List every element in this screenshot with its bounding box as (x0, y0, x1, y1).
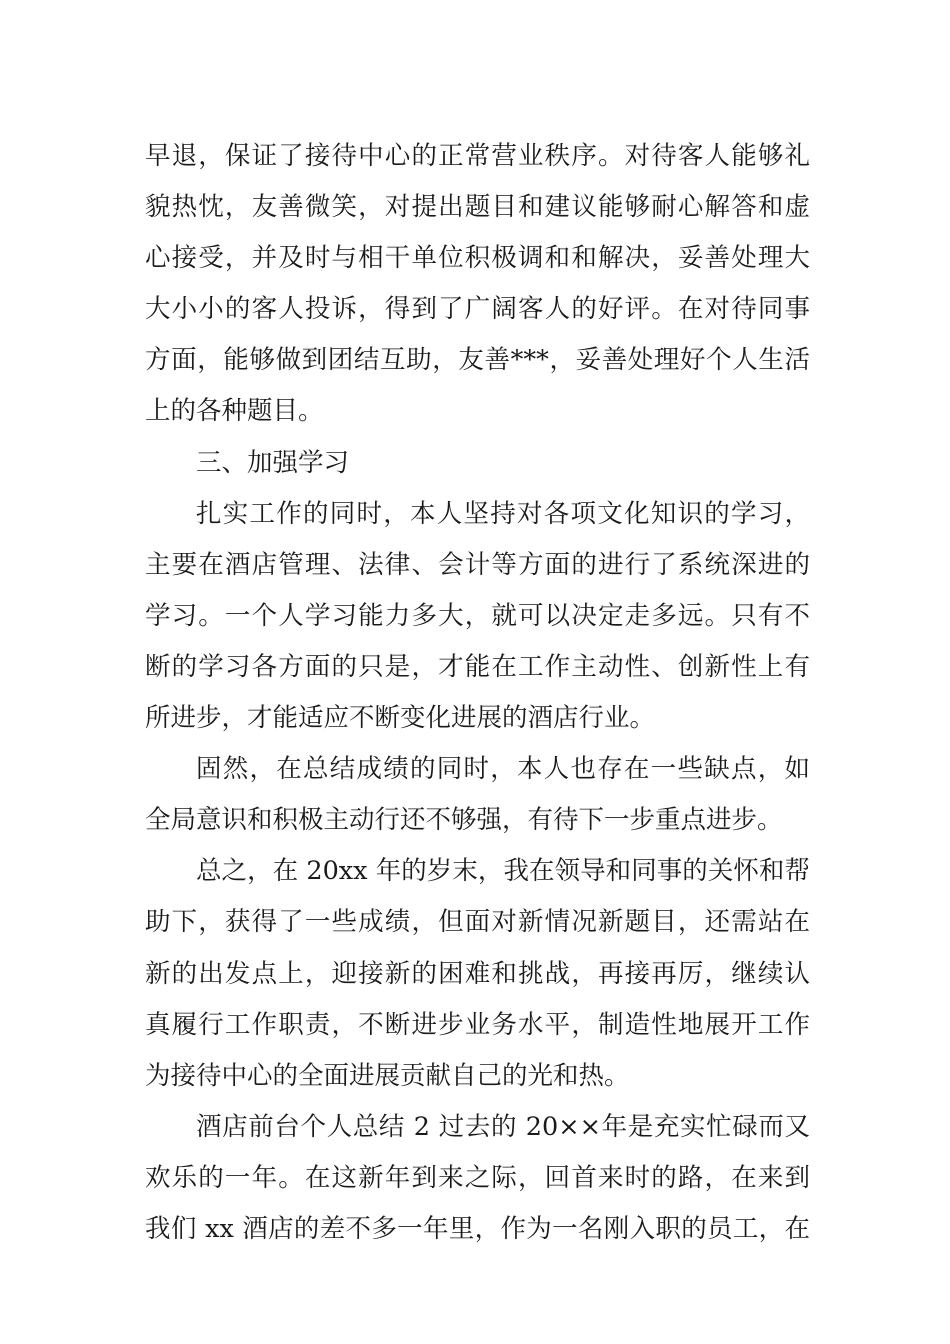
text-line: 断的学习各方面的只是，才能在工作主动性、创新性上有 (145, 651, 810, 682)
text-line: 酒店前台个人总结 2 过去的 20××年是充实忙碌而又 (196, 1111, 810, 1142)
text-line: 我们 xx 酒店的差不多一年里，作为一名刚入职的员工，在 (145, 1213, 810, 1244)
text-line: 欢乐的一年。在这新年到来之际，回首来时的路，在来到 (145, 1162, 810, 1193)
text-line: 大小小的客人投诉，得到了广阔客人的好评。在对待同事 (145, 294, 810, 325)
text-line: 主要在酒店管理、法律、会计等方面的进行了系统深进的 (145, 549, 810, 580)
text-line: 助下，获得了一些成绩，但面对新情况新题目，还需站在 (145, 907, 810, 938)
text-line: 貌热忱，友善微笑，对提出题目和建议能够耐心解答和虚 (145, 192, 810, 223)
text-line: 为接待中心的全面进展贡献自己的光和热。 (145, 1060, 630, 1091)
text-line: 三、加强学习 (196, 447, 350, 478)
body-text (145, 131, 810, 1255)
text-line: 新的出发点上，迎接新的困难和挑战，再接再厉，继续认 (145, 958, 810, 989)
text-line: 固然，在总结成绩的同时，本人也存在一些缺点，如 (196, 754, 810, 785)
text-line: 全局意识和积极主动行还不够强，有待下一步重点进步。 (145, 805, 783, 836)
text-line: 上的各种题目。 (145, 396, 324, 427)
text-line: 早退，保证了接待中心的正常营业秩序。对待客人能够礼 (145, 141, 810, 171)
text-line: 方面，能够做到团结互助，友善***，妥善处理好个人生活 (145, 345, 810, 376)
text-line: 扎实工作的同时，本人坚持对各项文化知识的学习， (196, 498, 810, 529)
text-line: 心接受，并及时与相干单位积极调和和解决，妥善处理大 (145, 243, 810, 274)
text-line: 总之，在 20xx 年的岁末，我在领导和同事的关怀和帮 (196, 856, 810, 887)
text-line: 所进步，才能适应不断变化进展的酒店行业。 (145, 703, 656, 734)
text-line: 学习。一个人学习能力多大，就可以决定走多远。只有不 (145, 600, 810, 631)
text-line: 真履行工作职责，不断进步业务水平，制造性地展开工作 (145, 1009, 810, 1040)
